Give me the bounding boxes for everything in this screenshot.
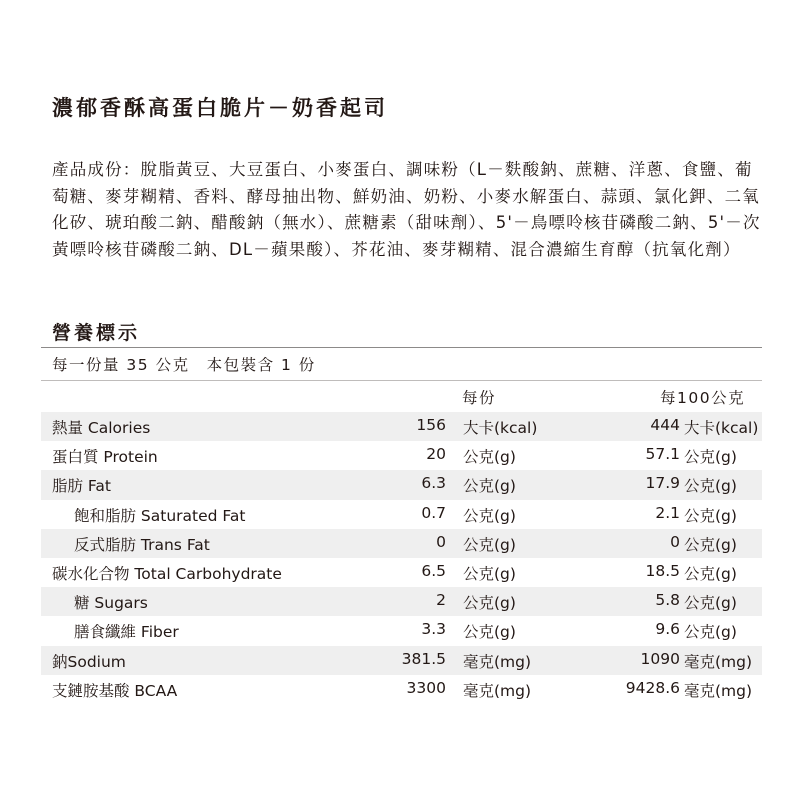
per-100g-unit: 公克(g) xyxy=(684,448,737,467)
per-serving-unit: 公克(g) xyxy=(463,448,516,467)
per-serving-unit: 公克(g) xyxy=(463,623,516,642)
per-serving-value: 20 xyxy=(426,445,446,464)
nutrient-label: 蛋白質 Protein xyxy=(52,448,158,467)
per-serving-unit: 公克(g) xyxy=(463,535,516,554)
per-100g-value: 17.9 xyxy=(645,474,680,493)
per-serving-unit: 公克(g) xyxy=(463,564,516,583)
table-row xyxy=(41,587,762,616)
nutrition-table xyxy=(41,412,762,704)
per-100g-unit: 大卡(kcal) xyxy=(684,419,759,437)
per-serving-value: 0 xyxy=(436,532,446,551)
per-serving-unit: 大卡(kcal) xyxy=(463,419,538,437)
table-row xyxy=(41,412,762,441)
per-serving-value: 6.5 xyxy=(421,561,446,580)
per-serving-unit: 公克(g) xyxy=(463,594,516,613)
per-100g-value: 0 xyxy=(670,532,680,551)
table-row xyxy=(41,646,762,675)
per-serving-value: 6.3 xyxy=(421,474,446,493)
table-row xyxy=(41,500,762,529)
divider xyxy=(41,380,762,381)
per-serving-unit: 公克(g) xyxy=(463,477,516,496)
per-100g-unit: 公克(g) xyxy=(684,623,737,642)
per-serving-value: 156 xyxy=(416,416,446,434)
per-100g-unit: 毫克(mg) xyxy=(684,681,753,700)
per-100g-value: 5.8 xyxy=(655,591,680,610)
table-row xyxy=(41,529,762,558)
per-100g-unit: 毫克(mg) xyxy=(684,652,753,671)
per-100g-value: 18.5 xyxy=(645,561,680,580)
nutrient-label: 反式脂肪 Trans Fat xyxy=(74,535,210,554)
per-serving-value: 3300 xyxy=(406,678,446,697)
nutrient-label: 熱量 Calories xyxy=(52,419,151,437)
column-header-per-serving: 每份 xyxy=(462,389,497,407)
per-serving-value: 0.7 xyxy=(421,503,446,522)
nutrition-title: 營養標示 xyxy=(52,322,141,344)
ingredients-text: 產品成份：脫脂黃豆、大豆蛋白、小麥蛋白、調味粉（L－麩酸鈉、蔗糖、洋蔥、食鹽、葡萄糖、麥芽糊精、香料、酵母抽出物、鮮奶油、奶粉、小麥水解蛋白、蒜頭、氯化鉀、二氧化矽、琥珀酸二鈉、醋酸鈉（無水）、蔗糖素（甜味劑）、5'－鳥嘌呤核苷磷酸二鈉、5'－次黃嘌呤核苷磷酸二鈉、DL－蘋果酸）、芥花油、麥芽糊精、混合濃縮生育醇（抗氧化劑） xyxy=(52,160,761,259)
column-header-per-100g: 每100公克 xyxy=(660,389,746,407)
per-100g-value: 2.1 xyxy=(655,503,680,522)
serving-size: 每一份量 35 公克 本包裝含 1 份 xyxy=(52,356,316,374)
per-100g-unit: 公克(g) xyxy=(684,477,737,496)
per-100g-unit: 公克(g) xyxy=(684,594,737,613)
per-serving-value: 2 xyxy=(436,591,446,610)
per-100g-unit: 公克(g) xyxy=(684,535,737,554)
nutrient-label: 膳食纖維 Fiber xyxy=(74,623,179,642)
table-row xyxy=(41,441,762,470)
nutrient-label: 鈉Sodium xyxy=(52,652,126,671)
product-title: 濃郁香酥高蛋白脆片－奶香起司 xyxy=(52,96,388,120)
nutrient-label: 碳水化合物 Total Carbohydrate xyxy=(52,564,282,583)
table-row xyxy=(41,470,762,499)
nutrient-label: 糖 Sugars xyxy=(74,594,148,613)
per-100g-value: 1090 xyxy=(640,649,680,668)
nutrient-label: 脂肪 Fat xyxy=(52,477,111,496)
per-serving-unit: 毫克(mg) xyxy=(463,681,532,700)
table-row xyxy=(41,675,762,704)
divider xyxy=(41,347,762,348)
nutrient-label: 支鏈胺基酸 BCAA xyxy=(52,681,178,700)
per-100g-value: 444 xyxy=(650,416,680,434)
per-serving-unit: 公克(g) xyxy=(463,506,516,525)
table-row xyxy=(41,616,762,645)
per-100g-value: 9.6 xyxy=(655,620,680,639)
nutrient-label: 飽和脂肪 Saturated Fat xyxy=(74,506,246,525)
per-serving-value: 381.5 xyxy=(401,649,446,668)
per-100g-unit: 公克(g) xyxy=(684,564,737,583)
per-100g-value: 57.1 xyxy=(645,445,680,464)
per-100g-value: 9428.6 xyxy=(625,678,680,697)
table-row xyxy=(41,558,762,587)
per-serving-unit: 毫克(mg) xyxy=(463,652,532,671)
per-100g-unit: 公克(g) xyxy=(684,506,737,525)
per-serving-value: 3.3 xyxy=(421,620,446,639)
